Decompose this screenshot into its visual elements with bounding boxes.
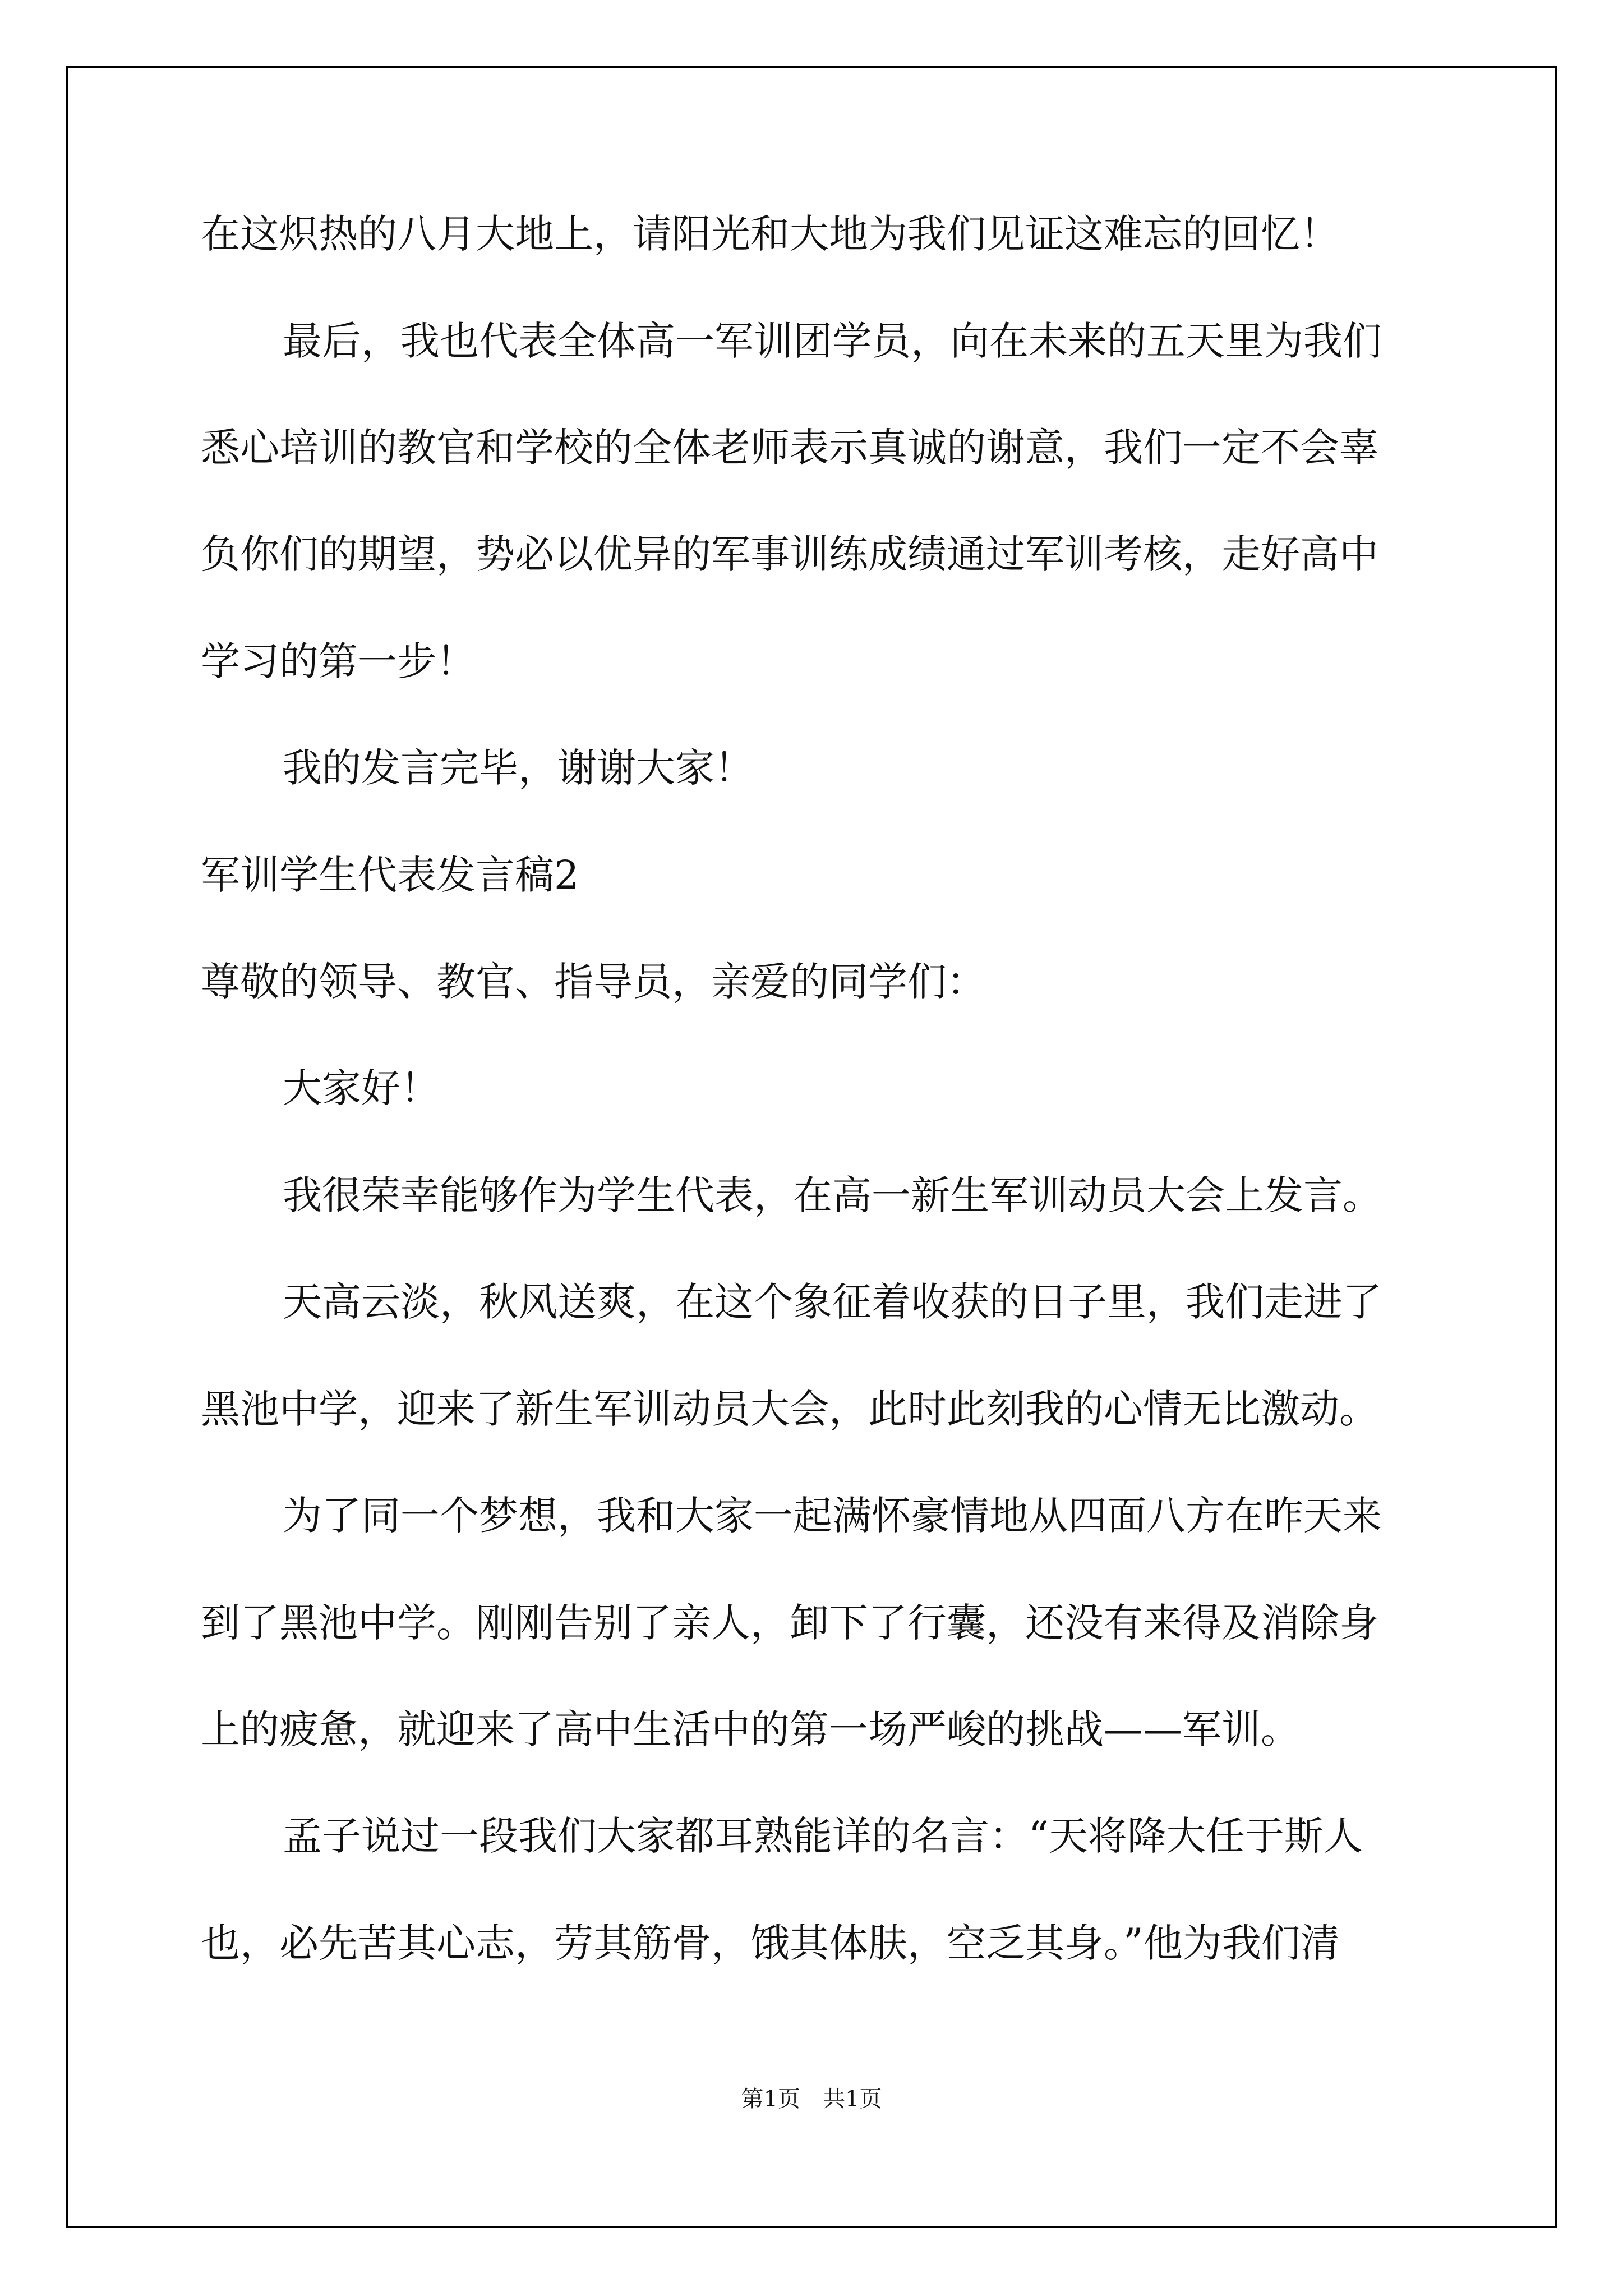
text-line: 我很荣幸能够作为学生代表，在高一新生军训动员大会上发言。 bbox=[283, 1172, 1382, 1218]
text-line: 大家好！ bbox=[283, 1065, 440, 1111]
text-line: 为了同一个梦想，我和大家一起满怀豪情地从四面八方在昨天来 bbox=[283, 1493, 1382, 1539]
text-line: 到了黑池中学。刚刚告别了亲人，卸下了行囊，还没有来得及消除身 bbox=[201, 1600, 1378, 1646]
text-line: 上的疲惫，就迎来了高中生活中的第一场严峻的挑战——军训。 bbox=[201, 1706, 1300, 1752]
text-line: 悉心培训的教官和学校的全体老师表示真诚的谢意，我们一定不会辜 bbox=[201, 425, 1378, 471]
text-line: 负你们的期望，势必以优异的军事训练成绩通过军训考核，走好高中 bbox=[201, 531, 1378, 577]
text-line: 我的发言完毕，谢谢大家！ bbox=[283, 745, 754, 791]
text-line: 也，必先苦其心志，劳其筋骨，饿其体肤，空乏其身。”他为我们清 bbox=[201, 1920, 1340, 1966]
page-border bbox=[66, 66, 1557, 2228]
text-line: 尊敬的领导、教官、指导员，亲爱的同学们： bbox=[201, 959, 986, 1005]
text-line: 学习的第一步！ bbox=[201, 638, 476, 684]
section-heading: 军训学生代表发言稿2 bbox=[201, 852, 579, 898]
text-line: 在这炽热的八月大地上，请阳光和大地为我们见证这难忘的回忆！ bbox=[201, 211, 1339, 257]
text-line: 最后，我也代表全体高一军训团学员，向在未来的五天里为我们 bbox=[283, 318, 1382, 364]
page-footer: 第1页 共1页 bbox=[741, 2086, 882, 2112]
text-line: 黑池中学，迎来了新生军训动员大会，此时此刻我的心情无比激动。 bbox=[201, 1386, 1378, 1432]
text-line: 孟子说过一段我们大家都耳熟能详的名言：“天将降大任于斯人 bbox=[283, 1813, 1363, 1859]
text-line: 天高云淡，秋风送爽，在这个象征着收获的日子里，我们走进了 bbox=[283, 1279, 1382, 1325]
